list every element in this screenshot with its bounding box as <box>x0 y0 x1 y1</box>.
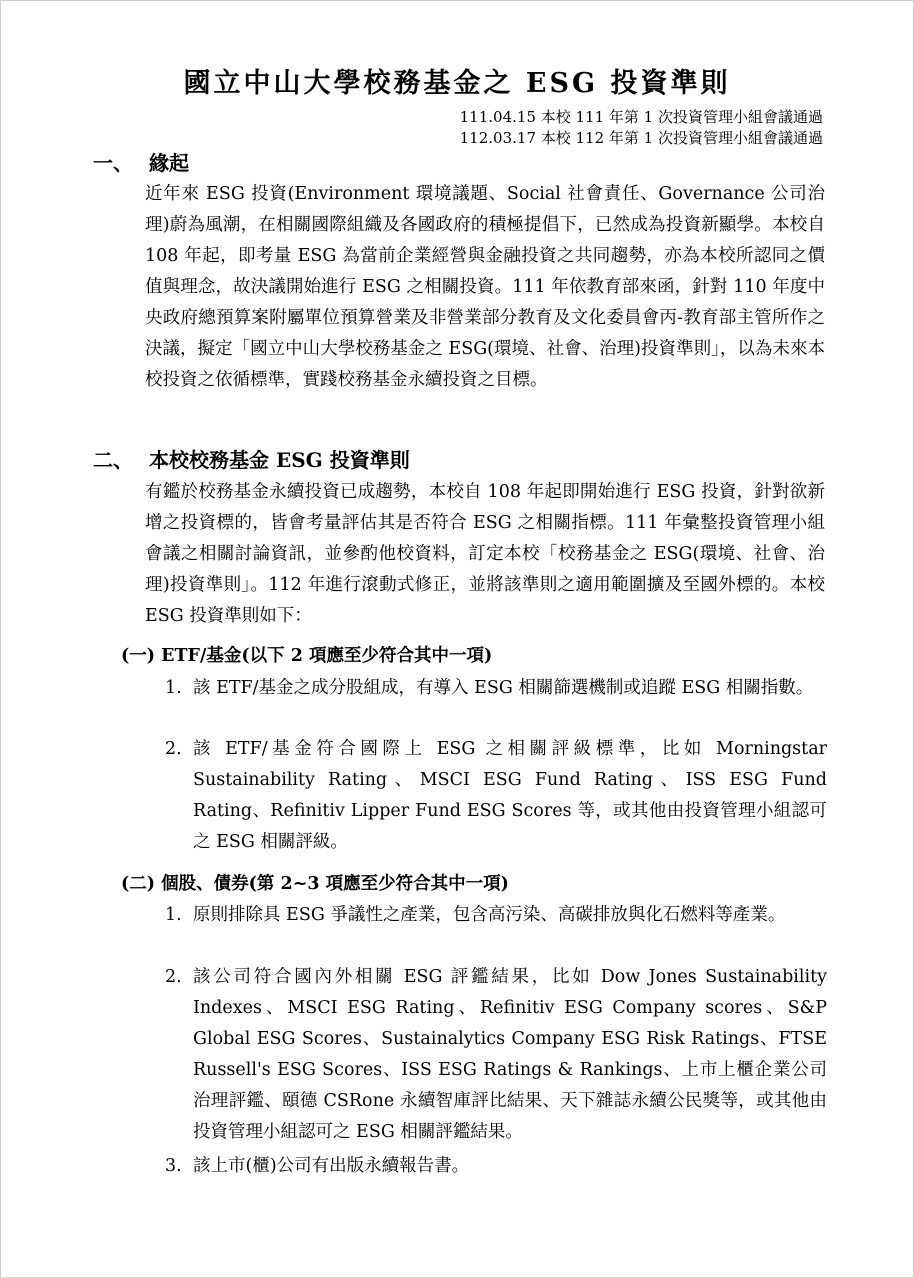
approval-note-2: 112.03.17 本校 112 年第 1 次投資管理小組會議通過 <box>459 129 823 147</box>
section-1-heading <box>93 148 189 178</box>
list-item-text: 該 ETF/基金符合國際上 ESG 之相關評級標準，比如 Morningstar Sustainability Rating、MSCI ESG Fund Rating、ISS ESG Fund Rating、Refinitiv Lipper Fund ESG Scores 等，或其他由投資管理小組認可之 ESG 相關評級。 <box>193 739 827 852</box>
list-item-text: 該 ETF/基金之成分股組成，有導入 ESG 相關篩選機制或追蹤 ESG 相關指數。 <box>193 678 814 698</box>
list-item-number: 1. <box>165 905 182 925</box>
section-1-title: 緣起 <box>149 151 189 175</box>
list-item-number: 2. <box>165 739 182 759</box>
section-2-heading <box>93 445 410 475</box>
list-item-text: 該上市(櫃)公司有出版永續報告書。 <box>193 1156 470 1176</box>
section-2-body: 有鑑於校務基金永續投資已成趨勢，本校自 108 年起即開始進行 ESG 投資，針對欲新增之投資標的，皆會考量評估其是否符合 ESG 之相關指標。111 年彙整投資管理小組會議之相關討論資訊，並參酌他校資料，訂定本校「校務基金之 ESG(環境、社會、治理)投資準則」。112 年進行滾動式修正，並將該準則之適用範圍擴及至國外標的。本校 ESG 投資準則如下： <box>145 482 825 626</box>
section-1-body: 近年來 ESG 投資(Environment 環境議題、Social 社會責任、Governance 公司治理)蔚為風潮，在相關國際組織及各國政府的積極提倡下，已然成為投資新顯學。本校自 108 年起，即考量 ESG 為當前企業經營與金融投資之共同趨勢，亦為本校所認同之價值與理念，故決議開始進行 ESG 之相關投資。111 年依教育部來函，針對 110 年度中央政府總預算案附屬單位預算營業及非營業部分教育及文化委員會丙-教育部主管所作之決議，擬定「國立中山大學校務基金之 ESG(環境、社會、治理)投資準則」，以為未來本校投資之依循標準，實踐校務基金永續投資之目標。 <box>145 184 825 390</box>
list-item <box>165 900 827 931</box>
list-item <box>165 734 827 858</box>
section-1-number: 一、 <box>93 151 133 175</box>
list-item <box>165 962 827 1148</box>
approval-note-1: 111.04.15 本校 111 年第 1 次投資管理小組會議通過 <box>459 108 823 126</box>
section-2-number: 二、 <box>93 448 133 472</box>
approval-notes <box>460 107 823 149</box>
list-item <box>165 1151 827 1182</box>
list-item-text: 該公司符合國內外相關 ESG 評鑑結果，比如 Dow Jones Sustainability Indexes、MSCI ESG Rating、Refinitiv ESG Company scores、S&P Global ESG Scores、Sustainalytics Company ESG Risk Ratings、FTSE Russell's ESG Scores、ISS ESG Ratings & Rankings、上市上櫃企業公司治理評鑑、頤德 CSRone 永續智庫評比結果、天下雜誌永續公民獎等，或其他由投資管理小組認可之 ESG 相關評鑑結果。 <box>193 967 827 1142</box>
subsection-stock-bond-heading: (二) 個股、債券(第 2~3 項應至少符合其中一項) <box>121 874 509 894</box>
list-item-text: 原則排除具 ESG 爭議性之產業，包含高污染、高碳排放與化石燃料等產業。 <box>193 905 786 925</box>
section-2-title: 本校校務基金 ESG 投資準則 <box>149 448 410 472</box>
list-item-number: 1. <box>165 678 182 698</box>
list-item <box>165 673 827 704</box>
subsection-etf-heading: (一) ETF/基金(以下 2 項應至少符合其中一項) <box>121 646 493 666</box>
document-title: 國立中山大學校務基金之 ESG 投資準則 <box>183 68 731 99</box>
list-item-number: 3. <box>165 1156 182 1176</box>
list-item-number: 2. <box>165 967 182 987</box>
